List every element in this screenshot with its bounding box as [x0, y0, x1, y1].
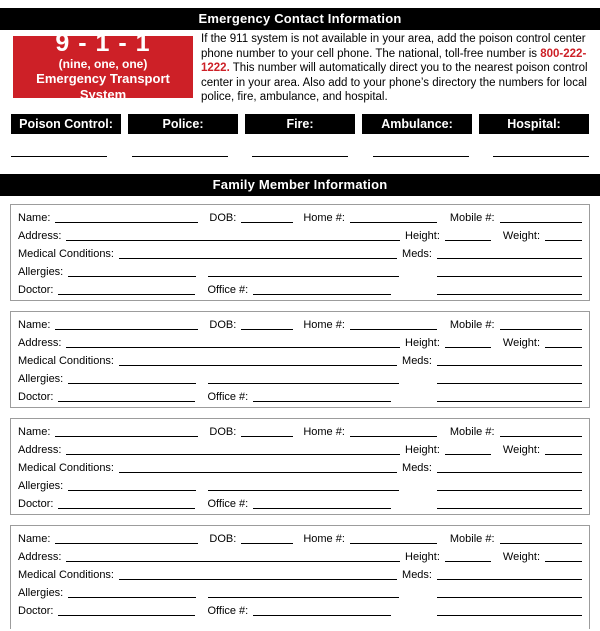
weight-label: Weight:: [502, 443, 540, 456]
police-label: Police:: [128, 114, 238, 134]
family-member-card: [10, 418, 590, 515]
name-blank-line: [55, 329, 198, 330]
home-phone-blank-line: [350, 329, 437, 330]
medical-conditions-label: Medical Conditions:: [18, 461, 114, 474]
member-row-medical: [18, 565, 582, 583]
mobile-phone-label: Mobile #:: [449, 425, 495, 438]
member-row-name: [18, 208, 582, 226]
member-row-name: [18, 422, 582, 440]
home-phone-label: Home #:: [303, 211, 345, 224]
office-phone-blank-line: [253, 508, 391, 509]
ambulance-blank-line: [373, 155, 469, 157]
allergies-label: Allergies:: [18, 479, 64, 492]
home-phone-label: Home #:: [303, 318, 345, 331]
weight-label: Weight:: [502, 550, 540, 563]
911-system-name: Emergency Transport System: [36, 71, 170, 103]
office-phone-blank-line: [253, 294, 391, 295]
member-row-doctor: [18, 494, 582, 512]
allergies-blank-line: [68, 490, 196, 491]
height-label: Height:: [405, 443, 440, 456]
meds-continuation-line-2: [437, 401, 582, 402]
member-row-medical: [18, 458, 582, 476]
poison-control-phone-number: 800-222-1222.: [201, 47, 587, 75]
meds-label: Meds:: [402, 568, 432, 581]
dob-label: DOB:: [209, 532, 237, 545]
member-row-allergies: [18, 476, 582, 494]
911-red-box: [13, 29, 193, 103]
weight-blank-line: [545, 347, 582, 348]
allergies-extra-blank-line: [208, 276, 399, 277]
allergies-label: Allergies:: [18, 372, 64, 385]
dob-label: DOB:: [209, 211, 237, 224]
mobile-phone-blank-line: [500, 543, 582, 544]
medical-conditions-blank-line: [119, 258, 397, 259]
mobile-phone-blank-line: [500, 329, 582, 330]
height-label: Height:: [405, 336, 440, 349]
weight-blank-line: [545, 561, 582, 562]
member-row-doctor: [18, 280, 582, 298]
height-label: Height:: [405, 550, 440, 563]
dob-blank-line: [241, 329, 293, 330]
dob-label: DOB:: [209, 425, 237, 438]
office-phone-label: Office #:: [207, 390, 249, 403]
allergies-extra-blank-line: [208, 490, 399, 491]
dob-label: DOB:: [209, 318, 237, 331]
height-blank-line: [445, 454, 491, 455]
address-blank-line: [66, 347, 400, 348]
medical-conditions-blank-line: [119, 579, 397, 580]
dob-blank-line: [241, 543, 293, 544]
family-member-list: [10, 204, 590, 629]
emergency-contact-header-bar: [0, 8, 600, 30]
office-phone-label: Office #:: [207, 604, 249, 617]
medical-conditions-label: Medical Conditions:: [18, 354, 114, 367]
doctor-blank-line: [58, 294, 195, 295]
address-label: Address:: [18, 443, 62, 456]
hospital-blank-line: [493, 155, 589, 157]
contact-label-row: [11, 114, 589, 134]
police-blank-line: [132, 155, 228, 157]
height-blank-line: [445, 240, 491, 241]
name-blank-line: [55, 222, 198, 223]
emergency-911-section: [13, 29, 590, 105]
fire-label: Fire:: [245, 114, 355, 134]
meds-label: Meds:: [402, 354, 432, 367]
paragraph-text-before: If the 911 system is not available in your area, add the poison control center phone number to your cell phone. The national, toll-free number is: [201, 33, 586, 60]
medical-conditions-blank-line: [119, 472, 397, 473]
weight-label: Weight:: [502, 336, 540, 349]
name-label: Name:: [18, 532, 51, 545]
address-blank-line: [66, 454, 400, 455]
meds-continuation-line-1: [437, 276, 582, 277]
medical-conditions-label: Medical Conditions:: [18, 247, 114, 260]
meds-blank-line: [437, 258, 582, 259]
address-label: Address:: [18, 336, 62, 349]
weight-blank-line: [545, 240, 582, 241]
medical-conditions-label: Medical Conditions:: [18, 568, 114, 581]
address-label: Address:: [18, 550, 62, 563]
page-title: Emergency Contact Information: [198, 11, 402, 26]
fire-blank-line: [252, 155, 348, 157]
office-phone-blank-line: [253, 401, 391, 402]
family-member-card: [10, 525, 590, 629]
address-blank-line: [66, 561, 400, 562]
doctor-label: Doctor:: [18, 390, 54, 403]
height-blank-line: [445, 561, 491, 562]
medical-conditions-blank-line: [119, 365, 397, 366]
office-phone-label: Office #:: [207, 283, 249, 296]
name-label: Name:: [18, 425, 51, 438]
meds-label: Meds:: [402, 461, 432, 474]
member-row-name: [18, 315, 582, 333]
family-member-card: [10, 311, 590, 408]
home-phone-blank-line: [350, 543, 437, 544]
doctor-blank-line: [58, 615, 195, 616]
allergies-extra-blank-line: [208, 383, 399, 384]
member-row-name: [18, 529, 582, 547]
meds-continuation-line-2: [437, 294, 582, 295]
member-row-address: [18, 333, 582, 351]
member-row-allergies: [18, 262, 582, 280]
meds-blank-line: [437, 579, 582, 580]
allergies-label: Allergies:: [18, 586, 64, 599]
weight-blank-line: [545, 454, 582, 455]
911-phonetic: (nine, one, one): [58, 56, 148, 71]
home-phone-label: Home #:: [303, 425, 345, 438]
address-label: Address:: [18, 229, 62, 242]
member-row-allergies: [18, 583, 582, 601]
dob-blank-line: [241, 222, 293, 223]
allergies-blank-line: [68, 383, 196, 384]
allergies-extra-blank-line: [208, 597, 399, 598]
address-blank-line: [66, 240, 400, 241]
doctor-blank-line: [58, 508, 195, 509]
meds-label: Meds:: [402, 247, 432, 260]
member-row-address: [18, 547, 582, 565]
mobile-phone-blank-line: [500, 436, 582, 437]
member-row-doctor: [18, 601, 582, 619]
home-phone-label: Home #:: [303, 532, 345, 545]
hospital-label: Hospital:: [479, 114, 589, 134]
office-phone-blank-line: [253, 615, 391, 616]
name-label: Name:: [18, 211, 51, 224]
member-row-address: [18, 440, 582, 458]
name-label: Name:: [18, 318, 51, 331]
name-blank-line: [55, 543, 198, 544]
911-number: 9 - 1 - 1: [55, 29, 151, 58]
mobile-phone-label: Mobile #:: [449, 318, 495, 331]
family-member-header-bar: [0, 174, 600, 196]
allergies-blank-line: [68, 276, 196, 277]
poison-control-label: Poison Control:: [11, 114, 121, 134]
home-phone-blank-line: [350, 222, 437, 223]
family-section-title: Family Member Information: [212, 176, 388, 192]
member-row-allergies: [18, 369, 582, 387]
dob-blank-line: [241, 436, 293, 437]
weight-label: Weight:: [502, 229, 540, 242]
ambulance-label: Ambulance:: [362, 114, 472, 134]
height-blank-line: [445, 347, 491, 348]
meds-blank-line: [437, 365, 582, 366]
meds-continuation-line-1: [437, 597, 582, 598]
poison-control-paragraph: [201, 32, 590, 105]
meds-blank-line: [437, 472, 582, 473]
doctor-label: Doctor:: [18, 604, 54, 617]
meds-continuation-line-2: [437, 508, 582, 509]
family-member-card: [10, 204, 590, 301]
office-phone-label: Office #:: [207, 497, 249, 510]
doctor-label: Doctor:: [18, 283, 54, 296]
doctor-label: Doctor:: [18, 497, 54, 510]
member-row-doctor: [18, 387, 582, 405]
name-blank-line: [55, 436, 198, 437]
poison-control-blank-line: [11, 155, 107, 157]
member-row-address: [18, 226, 582, 244]
member-row-medical: [18, 244, 582, 262]
height-label: Height:: [405, 229, 440, 242]
meds-continuation-line-1: [437, 490, 582, 491]
home-phone-blank-line: [350, 436, 437, 437]
meds-continuation-line-2: [437, 615, 582, 616]
mobile-phone-label: Mobile #:: [449, 211, 495, 224]
mobile-phone-label: Mobile #:: [449, 532, 495, 545]
allergies-blank-line: [68, 597, 196, 598]
allergies-label: Allergies:: [18, 265, 64, 278]
meds-continuation-line-1: [437, 383, 582, 384]
paragraph-text-after: This number will automatically direct you to the nearest poison control center in your area. Also add to your phone’s directory the numbers for local police, fire, ambulance, and hospital.: [201, 62, 588, 104]
doctor-blank-line: [58, 401, 195, 402]
member-row-medical: [18, 351, 582, 369]
mobile-phone-blank-line: [500, 222, 582, 223]
contact-blank-line-row: [11, 155, 589, 157]
